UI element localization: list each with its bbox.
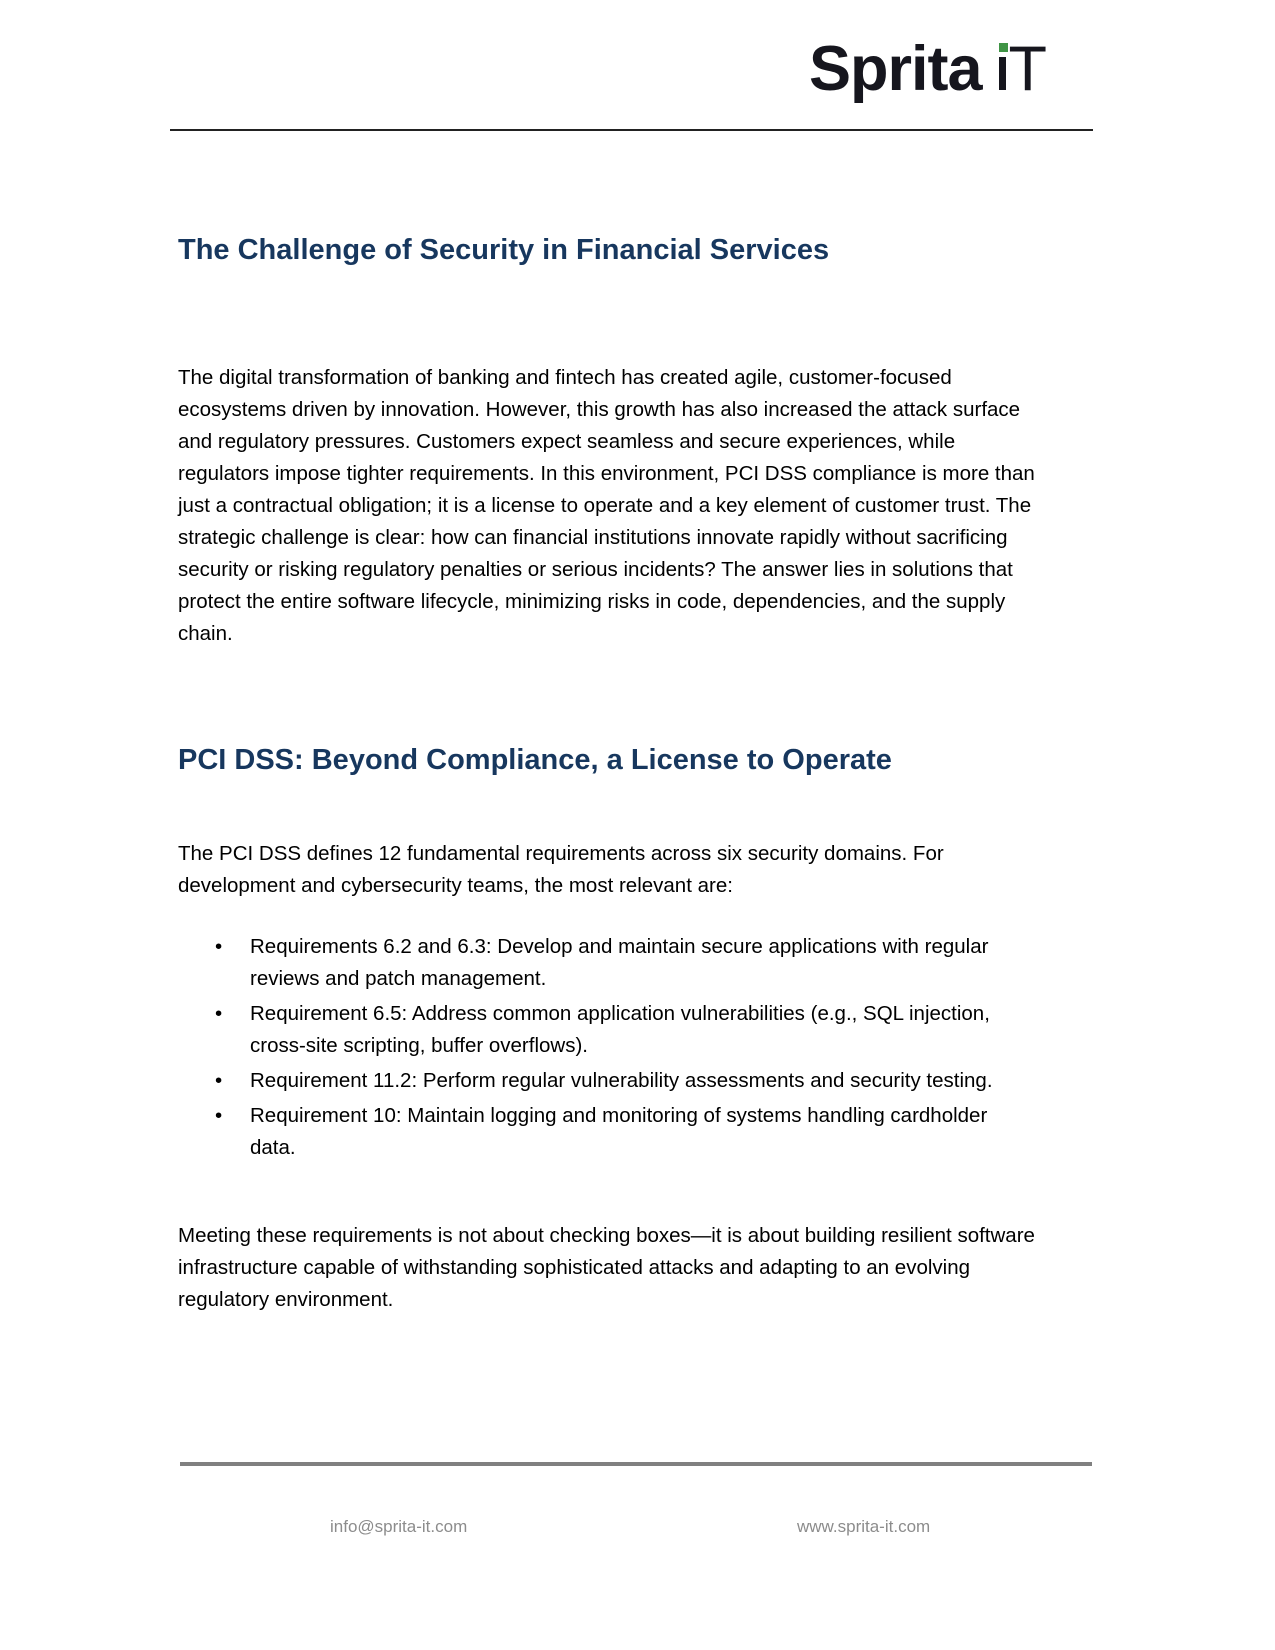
paragraph-pci-intro: The PCI DSS defines 12 fundamental requirements across six security domains. For development and cybersecurity teams, the most relevant are:: [178, 842, 944, 897]
list-item: • Requirement 11.2: Perform regular vulnerability assessments and security testing.: [178, 1065, 1038, 1097]
logo-i-stem: [999, 57, 1006, 90]
list-item: • Requirement 6.5: Address common application vulnerabilities (e.g., SQL injection, cross-site scripting, buffer overflows).: [178, 998, 1038, 1062]
footer-divider: [180, 1462, 1092, 1466]
company-logo: [170, 36, 1047, 102]
logo-green-dot-icon: [999, 43, 1008, 52]
section-heading-pci-dss: PCI DSS: Beyond Compliance, a License to Operate: [178, 744, 892, 776]
requirements-bullet-list: [178, 931, 1038, 1167]
logo-i-glyph: [996, 43, 1009, 90]
section-heading-challenge: The Challenge of Security in Financial Services: [178, 234, 830, 266]
paragraph-digital-transformation: The digital transformation of banking and fintech has created agile, customer-focused ecosystems driven by innovation. However, this growth has also increased the attack surface and regulatory pressures. Customers expect seamless and secure experiences, while regulators impose tighter requirements. In this environment, PCI DSS compliance is more than just a contractual obligation; it is a license to operate and a key element of customer trust. The strategic challenge is clear: how can financial institutions innovate rapidly without sacrificing security or risking regulatory penalties or serious incidents? The answer lies in solutions that protect the entire software lifecycle, minimizing risks in code, dependencies, and the supply chain.: [178, 366, 1035, 645]
list-item: • Requirement 10: Maintain logging and monitoring of systems handling cardholder data.: [178, 1100, 1038, 1164]
footer-website: www.sprita-it.com: [797, 1517, 931, 1536]
logo-text-sprita: Sprita: [808, 34, 982, 104]
footer-email: info@sprita-it.com: [330, 1517, 468, 1536]
header-divider: [170, 129, 1093, 131]
list-item: • Requirements 6.2 and 6.3: Develop and maintain secure applications with regular reviews and patch management.: [178, 931, 1038, 995]
logo-text-t: T: [1008, 34, 1047, 104]
paragraph-meeting-requirements: Meeting these requirements is not about checking boxes—it is about building resilient software infrastructure capable of withstanding sophisticated attacks and adapting to an evolving regulatory environment.: [178, 1224, 1035, 1311]
